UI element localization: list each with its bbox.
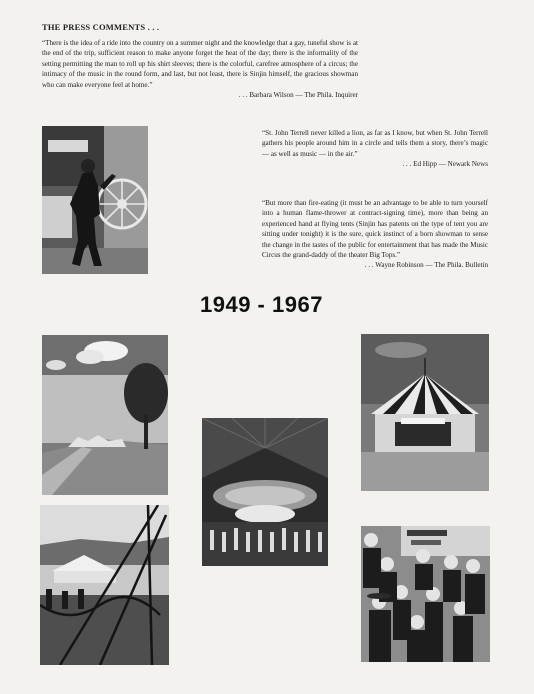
press-quote-wilson: [42, 38, 358, 100]
press-quote-hipp: [262, 128, 488, 170]
quote-text: “There is the idea of a ride into the country on a summer night and the knowledge that a gay, tuneful show is at the end of the trip, sufficient reason to make anyone forget the heat of the day; there is the informality of the setting permitting the man to roll up his shirt sleeves; there is the colorful, carefree atmosphere of a circus; the intimacy of the music in the round form, and last, but not least, there is Sinjin himself, the gracious showman who can make everyone feel at home.”: [42, 39, 358, 89]
quote-attribution: . . . Wayne Robinson — The Phila. Bulletin: [364, 261, 488, 270]
photo-tent-landscape: [42, 335, 168, 495]
quote-text: “But more than fire-eating (it must be an advantage to be able to turn yourself into a human flame-thrower at contract-signing time), more than being an experienced hand at flying tents (Sinjin has patents on the type of tent you are sitting under tonight) it is the sure, quick instinct of a born showman to sense the change in the tastes of the public for entertainment that has made the Music Circus the grand-daddy of the theater Big Tops.”: [262, 199, 488, 260]
photo-tent-poles: [40, 505, 169, 665]
section-heading: THE PRESS COMMENTS . . .: [42, 22, 160, 32]
photo-group-portrait: [361, 526, 490, 662]
photo-tent-interior: [202, 418, 328, 566]
years-title: 1949 - 1967: [200, 292, 323, 317]
quote-text: “St. John Terrell never killed a lion, as far as I know, but when St. John Terrell gathers his people around him in a circle and tells them a story, there’s magic — as well as music — in the air.”: [262, 129, 488, 158]
quote-attribution: . . . Ed Hipp — Newark News: [402, 160, 488, 169]
photo-performer-wagon: [42, 126, 148, 274]
photo-striped-tent: [361, 334, 489, 491]
quote-attribution: . . . Barbara Wilson — The Phila. Inquirer: [238, 91, 358, 100]
press-quote-robinson: [262, 198, 488, 271]
